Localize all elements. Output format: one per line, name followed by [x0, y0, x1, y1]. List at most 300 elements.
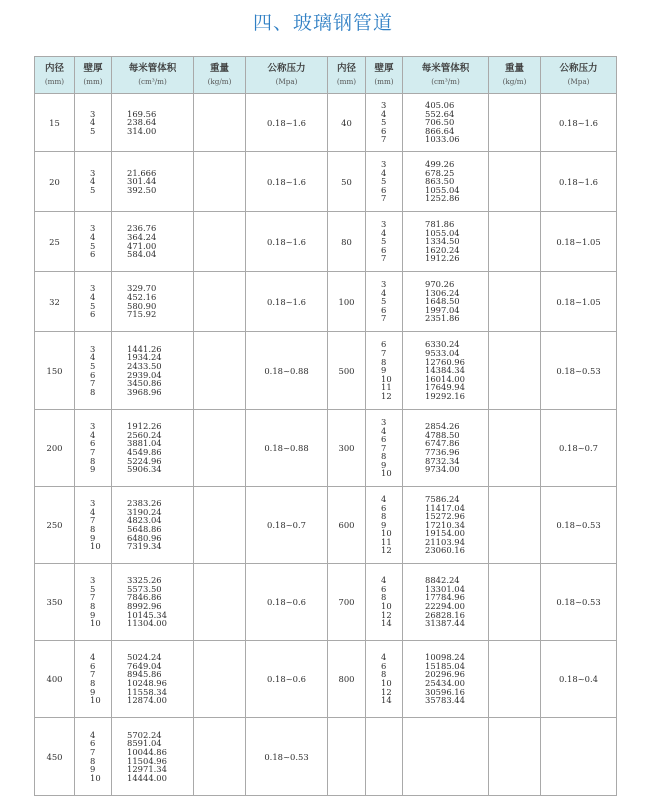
wall-value: 3: [381, 159, 387, 170]
wall-value: 3: [90, 283, 96, 294]
volume-cell: [112, 564, 194, 641]
wall-value: 10: [381, 601, 392, 611]
wall-value: 8: [90, 455, 96, 466]
volume-value: 2433.50: [127, 360, 162, 371]
volume-value: 6480.96: [127, 532, 162, 543]
wall-value: 6: [90, 738, 96, 749]
wall-value: 14: [381, 695, 392, 706]
wall-value: 8: [90, 524, 96, 534]
volume-value: 580.90: [127, 300, 157, 311]
volume-value: 8591.04: [127, 738, 162, 749]
wall-cell: [75, 94, 112, 152]
table-row: [35, 152, 617, 212]
wall-value: 9: [381, 519, 387, 530]
volume-value: 19292.16: [425, 390, 465, 401]
volume-value: 1033.06: [425, 134, 460, 145]
wall-cell: [75, 332, 112, 410]
volume-value: 2939.04: [127, 369, 162, 380]
volume-value: 10248.96: [127, 678, 167, 688]
volume-value: 5573.50: [127, 583, 162, 594]
wall-value: 4: [90, 231, 96, 242]
wall-value: 7: [381, 442, 387, 453]
wall-value: 10: [90, 618, 101, 629]
wall-value: 7: [90, 592, 96, 603]
wall-value: 8: [381, 356, 387, 367]
volume-cell: [403, 641, 489, 718]
volume-value: 499.26: [425, 159, 455, 170]
wall-cell: [366, 410, 403, 487]
wall-value: 5: [90, 360, 96, 371]
wall-value: 3: [381, 279, 387, 290]
volume-value: 10044.86: [127, 746, 167, 757]
volume-value: 22294.00: [425, 601, 465, 611]
wall-value: 6: [381, 583, 387, 594]
volume-cell: [403, 332, 489, 410]
header-wall-right: 壁厚 (mm): [366, 57, 403, 94]
volume-cell: [403, 94, 489, 152]
volume-value: 7586.24: [425, 493, 460, 504]
weight-cell: [194, 212, 246, 272]
inner-dia-cell: 600: [328, 487, 366, 564]
volume-value: 17210.34: [425, 519, 465, 530]
wall-cell: [366, 212, 403, 272]
header-inner-dia-right: 内径 (mm): [328, 57, 366, 94]
pressure-cell: 0.18~0.6: [246, 641, 328, 718]
wall-value: 7: [381, 348, 387, 359]
volume-cell: [403, 564, 489, 641]
volume-value: 405.06: [425, 100, 455, 111]
weight-cell: [194, 272, 246, 332]
inner-dia-cell: 350: [35, 564, 75, 641]
volume-value: 1252.86: [425, 193, 460, 204]
wall-cell: [75, 564, 112, 641]
volume-value: 11558.34: [127, 686, 167, 697]
volume-value: 715.92: [127, 309, 157, 320]
volume-value: 4823.04: [127, 515, 162, 526]
wall-value: 5: [381, 176, 387, 187]
wall-cell: [366, 564, 403, 641]
wall-value: 4: [90, 506, 96, 517]
wall-value: 6: [90, 249, 96, 260]
weight-cell: [194, 718, 246, 796]
table-row: [35, 332, 617, 410]
volume-value: 866.64: [425, 125, 455, 136]
volume-value: 1306.24: [425, 287, 460, 298]
volume-value: 15272.96: [425, 511, 465, 522]
volume-value: 23060.16: [425, 545, 465, 556]
wall-value: 7: [381, 253, 387, 264]
wall-value: 5: [381, 296, 387, 307]
wall-value: 4: [381, 425, 387, 436]
wall-value: 10: [90, 541, 101, 552]
wall-value: 7: [381, 193, 387, 204]
pressure-cell: 0.18~0.88: [246, 410, 328, 487]
volume-cell: [112, 212, 194, 272]
pressure-cell: 0.18~0.7: [246, 487, 328, 564]
pressure-cell: 0.18~0.53: [541, 332, 617, 410]
pressure-cell: 0.18~0.4: [541, 641, 617, 718]
wall-value: 5: [381, 117, 387, 128]
volume-value: 13301.04: [425, 583, 465, 594]
volume-value: 12874.00: [127, 695, 167, 706]
volume-cell: [112, 332, 194, 410]
wall-value: 4: [381, 227, 387, 238]
weight-cell: [489, 152, 541, 212]
wall-value: 4: [381, 575, 387, 586]
weight-cell: [194, 152, 246, 212]
inner-dia-cell: 450: [35, 718, 75, 796]
pressure-cell: 0.18~1.6: [246, 212, 328, 272]
wall-value: 6: [90, 660, 96, 671]
volume-value: 8992.96: [127, 601, 162, 611]
wall-value: 4: [90, 652, 96, 663]
volume-value: 6747.86: [425, 438, 460, 449]
wall-value: 12: [381, 390, 392, 401]
volume-value: 1620.24: [425, 244, 460, 255]
volume-value: 1055.04: [425, 227, 460, 238]
pressure-cell: 0.18~1.05: [541, 272, 617, 332]
inner-dia-cell: 20: [35, 152, 75, 212]
wall-value: 10: [90, 772, 101, 783]
volume-cell: [112, 410, 194, 487]
pressure-cell: 0.18~1.05: [541, 212, 617, 272]
volume-value: 20296.96: [425, 669, 465, 680]
wall-value: 12: [381, 686, 392, 697]
inner-dia-cell: 15: [35, 94, 75, 152]
volume-value: 7319.34: [127, 541, 162, 552]
wall-cell: [366, 152, 403, 212]
inner-dia-cell: 32: [35, 272, 75, 332]
volume-value: 4549.86: [127, 447, 162, 457]
wall-cell: [75, 718, 112, 796]
volume-value: 452.16: [127, 291, 157, 302]
wall-value: 9: [90, 609, 96, 620]
volume-value: 1055.04: [425, 184, 460, 195]
inner-dia-cell: 25: [35, 212, 75, 272]
volume-value: 10098.24: [425, 652, 465, 663]
volume-value: 19154.00: [425, 528, 465, 539]
inner-dia-cell: 80: [328, 212, 366, 272]
volume-value: 970.26: [425, 279, 455, 290]
volume-cell: [112, 152, 194, 212]
volume-cell: [112, 94, 194, 152]
volume-value: 7846.86: [127, 592, 162, 603]
volume-cell: [403, 272, 489, 332]
volume-value: 863.50: [425, 176, 455, 187]
wall-value: 6: [381, 184, 387, 195]
wall-value: 9: [90, 764, 96, 775]
volume-value: 17784.96: [425, 592, 465, 603]
volume-value: 4788.50: [425, 429, 460, 440]
wall-value: 6: [381, 660, 387, 671]
wall-value: 4: [381, 652, 387, 663]
volume-value: 25434.00: [425, 678, 465, 688]
volume-value: 15185.04: [425, 660, 465, 671]
volume-cell: [112, 272, 194, 332]
wall-value: 4: [90, 117, 96, 128]
weight-cell: [194, 641, 246, 718]
weight-cell: [194, 94, 246, 152]
volume-cell: [403, 212, 489, 272]
volume-value: 11504.96: [127, 755, 167, 766]
volume-value: 364.24: [127, 231, 157, 242]
wall-value: 5: [90, 240, 96, 251]
volume-value: 678.25: [425, 167, 455, 178]
header-pressure-right: 公称压力 (Mpa): [541, 57, 617, 94]
wall-value: 8: [381, 451, 387, 462]
pressure-cell: 0.18~1.6: [246, 152, 328, 212]
volume-value: 314.00: [127, 125, 157, 136]
pressure-cell: 0.18~1.6: [246, 94, 328, 152]
volume-value: 8842.24: [425, 575, 460, 586]
wall-value: 10: [381, 468, 392, 479]
inner-dia-cell: 500: [328, 332, 366, 410]
pressure-cell: 0.18~0.53: [541, 487, 617, 564]
volume-value: 1997.04: [425, 304, 460, 315]
volume-value: 17649.94: [425, 382, 465, 393]
wall-value: 3: [90, 498, 96, 509]
wall-cell: [75, 641, 112, 718]
volume-cell: [112, 487, 194, 564]
volume-value: 5702.24: [127, 729, 162, 740]
header-weight: 重量 (kg/m): [194, 57, 246, 94]
volume-value: 584.04: [127, 249, 157, 260]
wall-cell: [366, 487, 403, 564]
wall-value: 6: [381, 125, 387, 136]
volume-value: 21.666: [127, 167, 157, 178]
table-row: [35, 487, 617, 564]
wall-value: 10: [90, 695, 101, 706]
volume-value: 7736.96: [425, 447, 460, 457]
table-row: [35, 641, 617, 718]
volume-value: 1934.24: [127, 352, 162, 363]
volume-cell: [112, 641, 194, 718]
volume-value: 2351.86: [425, 313, 460, 324]
wall-value: 4: [90, 291, 96, 302]
weight-cell: [489, 487, 541, 564]
wall-value: 7: [90, 669, 96, 680]
wall-value: 3: [90, 223, 96, 234]
volume-value: 3325.26: [127, 575, 162, 586]
volume-value: 8945.86: [127, 669, 162, 680]
wall-cell: [366, 718, 403, 796]
volume-value: 2854.26: [425, 421, 460, 432]
volume-value: 1912.26: [425, 253, 460, 264]
inner-dia-cell: 100: [328, 272, 366, 332]
wall-value: 8: [381, 669, 387, 680]
volume-value: 5906.34: [127, 464, 162, 475]
wall-cell: [75, 212, 112, 272]
wall-value: 14: [381, 618, 392, 629]
header-volume: 每米管体积 (cm³/m): [112, 57, 194, 94]
header-wall: 壁厚 (mm): [75, 57, 112, 94]
wall-value: 6: [381, 244, 387, 255]
wall-value: 3: [381, 100, 387, 111]
volume-value: 8732.34: [425, 455, 460, 466]
wall-cell: [75, 410, 112, 487]
pressure-cell: 0.18~0.53: [541, 564, 617, 641]
weight-cell: [489, 564, 541, 641]
volume-cell: [403, 152, 489, 212]
wall-value: 11: [381, 382, 392, 393]
pressure-cell: 0.18~1.6: [246, 272, 328, 332]
weight-cell: [194, 332, 246, 410]
inner-dia-cell: [328, 718, 366, 796]
wall-value: 9: [381, 459, 387, 470]
pressure-cell: 0.18~1.6: [541, 94, 617, 152]
wall-value: 8: [90, 755, 96, 766]
pressure-cell: 0.18~0.88: [246, 332, 328, 410]
table-row: [35, 410, 617, 487]
table-row: [35, 94, 617, 152]
weight-cell: [194, 410, 246, 487]
wall-value: 6: [90, 438, 96, 449]
wall-value: 7: [90, 746, 96, 757]
volume-value: 3881.04: [127, 438, 162, 449]
volume-cell: [112, 718, 194, 796]
volume-value: 3190.24: [127, 506, 162, 517]
volume-value: 392.50: [127, 184, 157, 195]
wall-value: 3: [90, 421, 96, 432]
volume-value: 552.64: [425, 108, 455, 119]
header-pressure: 公称压力 (Mpa): [246, 57, 328, 94]
frp-pipe-spec-table: [34, 56, 617, 796]
inner-dia-cell: 250: [35, 487, 75, 564]
inner-dia-cell: 800: [328, 641, 366, 718]
volume-value: 301.44: [127, 176, 157, 187]
inner-dia-cell: 200: [35, 410, 75, 487]
wall-value: 5: [90, 583, 96, 594]
wall-value: 5: [381, 236, 387, 247]
inner-dia-cell: 40: [328, 94, 366, 152]
wall-cell: [75, 272, 112, 332]
table-row: [35, 564, 617, 641]
volume-value: 35783.44: [425, 695, 465, 706]
wall-value: 6: [381, 339, 387, 350]
wall-value: 4: [90, 429, 96, 440]
pressure-cell: 0.18~0.53: [246, 718, 328, 796]
weight-cell: [489, 332, 541, 410]
pressure-cell: [541, 718, 617, 796]
pressure-cell: 0.18~1.6: [541, 152, 617, 212]
wall-value: 6: [90, 309, 96, 320]
wall-value: 4: [90, 352, 96, 363]
volume-value: 6330.24: [425, 339, 460, 350]
volume-value: 169.56: [127, 108, 157, 119]
wall-value: 4: [381, 287, 387, 298]
header-row: [35, 57, 617, 94]
wall-value: 12: [381, 609, 392, 620]
volume-value: 471.00: [127, 240, 157, 251]
header-volume-right: 每米管体积 (cm³/m): [403, 57, 489, 94]
wall-value: 9: [90, 464, 96, 475]
weight-cell: [194, 564, 246, 641]
table-row: [35, 212, 617, 272]
wall-value: 3: [90, 167, 96, 178]
volume-cell: [403, 487, 489, 564]
wall-value: 5: [90, 300, 96, 311]
volume-value: 10145.34: [127, 609, 167, 620]
volume-value: 329.70: [127, 283, 157, 294]
weight-cell: [489, 212, 541, 272]
wall-value: 7: [90, 447, 96, 457]
volume-value: 1912.26: [127, 421, 162, 432]
wall-value: 8: [90, 386, 96, 397]
volume-value: 11304.00: [127, 618, 167, 629]
wall-value: 10: [381, 678, 392, 688]
volume-value: 14384.34: [425, 365, 465, 376]
wall-cell: [366, 94, 403, 152]
wall-value: 7: [90, 378, 96, 389]
volume-value: 1648.50: [425, 296, 460, 307]
page-title: 四、玻璃钢管道: [252, 12, 393, 34]
volume-value: 2383.26: [127, 498, 162, 509]
wall-value: 5: [90, 125, 96, 136]
wall-value: 10: [381, 373, 392, 384]
weight-cell: [489, 272, 541, 332]
wall-value: 3: [381, 219, 387, 230]
volume-value: 238.64: [127, 117, 157, 128]
volume-value: 236.76: [127, 223, 157, 234]
volume-value: 21103.94: [425, 536, 465, 547]
wall-value: 6: [381, 502, 387, 513]
table-row: [35, 718, 617, 796]
wall-value: 3: [90, 343, 96, 354]
wall-cell: [366, 641, 403, 718]
volume-value: 14444.00: [127, 772, 167, 783]
wall-value: 3: [381, 416, 387, 427]
wall-value: 9: [90, 686, 96, 697]
wall-value: 7: [381, 134, 387, 145]
volume-value: 11417.04: [425, 502, 465, 513]
volume-value: 1441.26: [127, 343, 162, 354]
volume-cell: [403, 718, 489, 796]
wall-value: 4: [90, 176, 96, 187]
wall-value: 5: [90, 184, 96, 195]
wall-value: 3: [90, 108, 96, 119]
pressure-cell: 0.18~0.7: [541, 410, 617, 487]
wall-value: 4: [90, 729, 96, 740]
volume-value: 7649.04: [127, 660, 162, 671]
wall-value: 9: [90, 532, 96, 543]
volume-value: 9734.00: [425, 464, 460, 475]
wall-cell: [366, 272, 403, 332]
wall-value: 8: [381, 511, 387, 522]
volume-value: 3968.96: [127, 386, 162, 397]
weight-cell: [194, 487, 246, 564]
wall-value: 12: [381, 545, 392, 556]
volume-value: 12760.96: [425, 356, 465, 367]
volume-value: 9533.04: [425, 348, 460, 359]
volume-value: 5224.96: [127, 455, 162, 466]
volume-cell: [403, 410, 489, 487]
volume-value: 26828.16: [425, 609, 465, 620]
wall-value: 6: [90, 369, 96, 380]
volume-value: 3450.86: [127, 378, 162, 389]
wall-value: 8: [381, 592, 387, 603]
volume-value: 706.50: [425, 117, 455, 128]
wall-value: 10: [381, 528, 392, 539]
wall-cell: [75, 487, 112, 564]
weight-cell: [489, 641, 541, 718]
volume-value: 781.86: [425, 219, 455, 230]
inner-dia-cell: 400: [35, 641, 75, 718]
volume-value: 2560.24: [127, 429, 162, 440]
volume-value: 5024.24: [127, 652, 162, 663]
wall-value: 4: [381, 167, 387, 178]
weight-cell: [489, 94, 541, 152]
wall-cell: [75, 152, 112, 212]
